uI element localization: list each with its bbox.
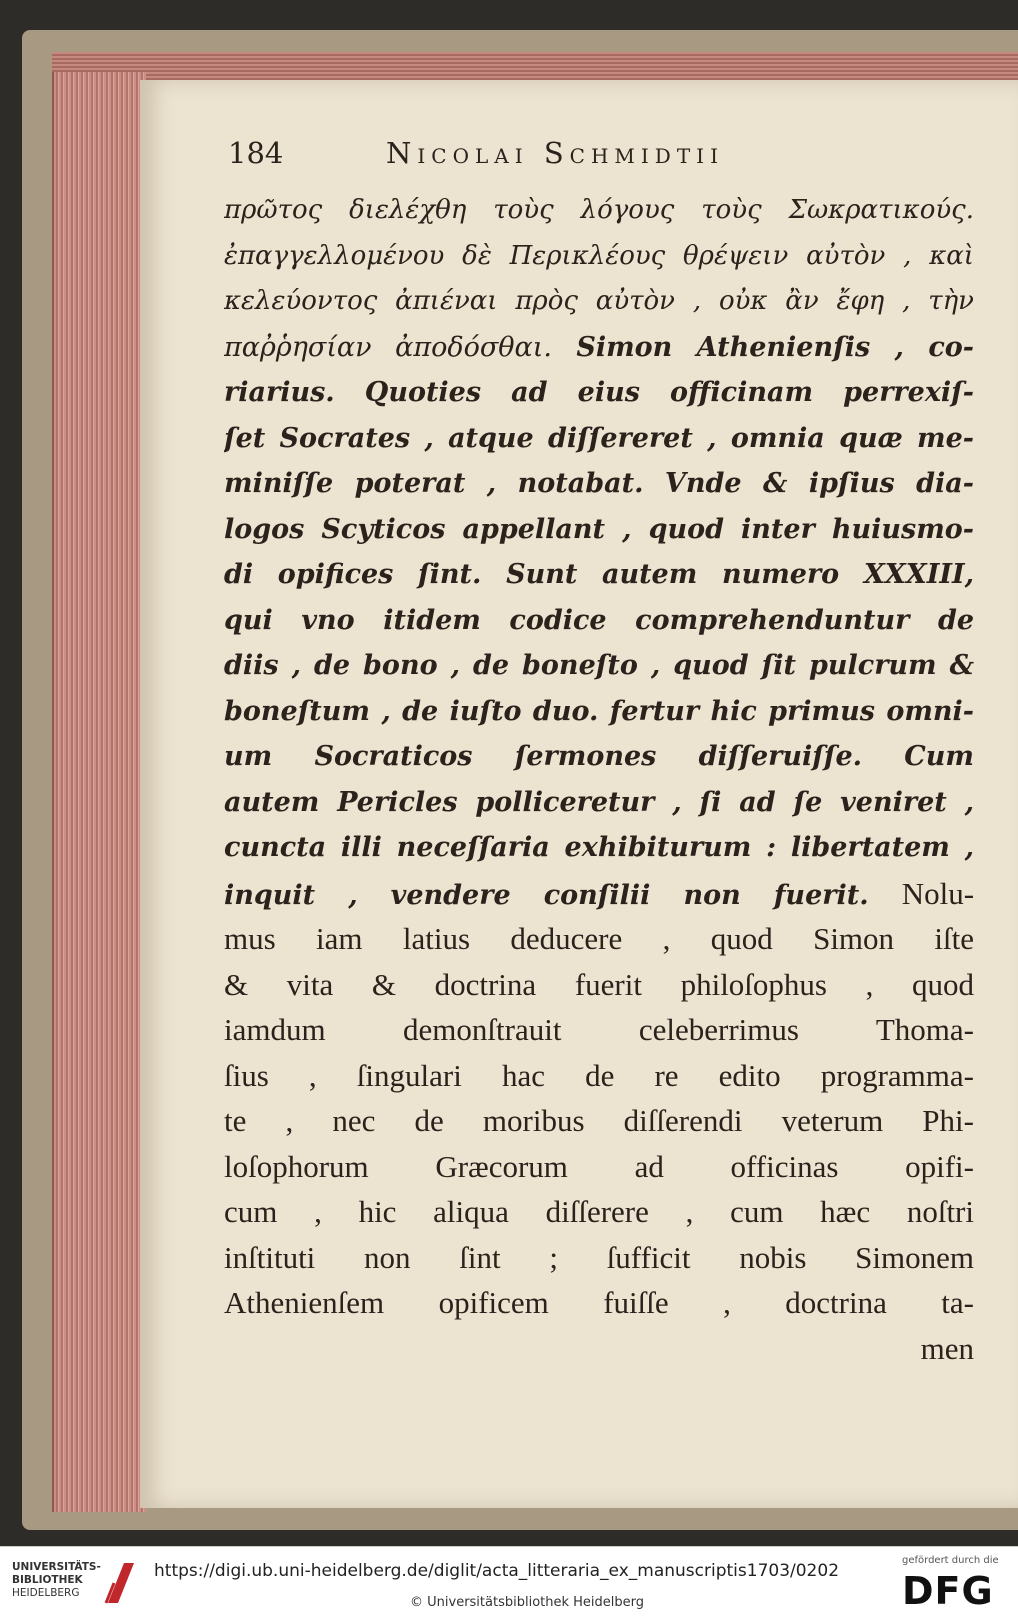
text-line: men bbox=[920, 1330, 974, 1366]
page-block-side-edge bbox=[52, 72, 146, 1512]
greek-phrase: παῤῥησίαν ἀποδόσθαι. bbox=[224, 331, 552, 363]
text-line: inſtituti non ſint ; ſufficit nobis Simonem bbox=[224, 1239, 974, 1275]
library-name-line3: HEIDELBERG bbox=[12, 1587, 80, 1599]
text-line: riarius. Quoties ad eius officinam perrexiſ- bbox=[224, 377, 974, 408]
roman-phrase: Nolu- bbox=[901, 875, 974, 911]
library-mark-icon bbox=[104, 1559, 138, 1607]
text-line bbox=[224, 325, 974, 371]
text-line: boneſtum , de iuſto duo. fertur hic primus omni- bbox=[224, 695, 974, 727]
funding-note: gefördert durch die bbox=[902, 1555, 999, 1566]
text-line: diis , de bono , de boneſto , quod ſit pulcrum & bbox=[224, 650, 974, 681]
text-line bbox=[224, 871, 974, 917]
latin-phrase: Simon Athenienſis , co- bbox=[576, 331, 974, 363]
italic-phrase: inquit , vendere conſilii non fuerit. bbox=[224, 879, 869, 911]
running-head-title: Nicolai Schmidtii bbox=[386, 136, 724, 170]
library-name-line2: BIBLIOTHEK bbox=[12, 1574, 83, 1586]
text-line: & vita & doctrina fuerit philoſophus , quod bbox=[224, 966, 974, 1002]
text-line: κελεύοντος ἀπιέναι πρὸς αὐτὸν , οὐκ ἂν ἔφη , τὴν bbox=[224, 286, 974, 316]
page-block-top-edge bbox=[52, 52, 1018, 80]
library-name-line1: UNIVERSITÄTS- bbox=[12, 1561, 101, 1573]
text-line: te , nec de moribus diſſerendi veterum Phi- bbox=[224, 1103, 974, 1138]
copyright-notice: © Universitätsbibliothek Heidelberg bbox=[410, 1595, 645, 1610]
library-logo[interactable] bbox=[12, 1561, 102, 1600]
text-line: qui vno itidem codice comprehenduntur de bbox=[224, 604, 974, 636]
viewer-footer bbox=[0, 1546, 1018, 1623]
text-line: Athenienſem opificem fuiſſe , doctrina ta- bbox=[224, 1285, 974, 1320]
dfg-logo[interactable]: DFG bbox=[902, 1569, 994, 1613]
text-line: di opifices ſint. Sunt autem numero XXXIII, bbox=[224, 559, 974, 590]
text-line: cum , hic aliqua diſſerere , cum hæc noſtri bbox=[224, 1194, 974, 1229]
page-text-block bbox=[224, 188, 974, 1371]
text-line: ἐπαγγελλομένου δὲ Περικλέους θρέψειν αὐτὸν , καὶ bbox=[224, 240, 974, 271]
text-line: πρῶτος διελέχθη τοὺς λόγους τοὺς Σωκρατικούς. bbox=[224, 195, 974, 225]
text-line: ſius , ſingulari hac de re edito programma- bbox=[224, 1057, 974, 1093]
page-number: 184 bbox=[228, 136, 284, 170]
text-line: logos Scyticos appellant , quod inter huiusmo- bbox=[224, 513, 974, 545]
running-header bbox=[228, 136, 968, 176]
text-line: mus iam latius deducere , quod Simon iſte bbox=[224, 921, 974, 956]
text-line: cuncta illi neceſſaria exhibiturum : libertatem , bbox=[224, 832, 974, 863]
text-line: autem Pericles polliceretur , ſi ad ſe veniret , bbox=[224, 786, 974, 818]
text-line: miniſſe poterat , notabat. Vnde & ipſius dia- bbox=[224, 468, 974, 499]
text-line: ſet Socrates , atque diſſereret , omnia quæ me- bbox=[224, 422, 974, 454]
permalink-url[interactable]: https://digi.ub.uni-heidelberg.de/diglit/acta_litteraria_ex_manuscriptis1703/0202 bbox=[154, 1561, 840, 1581]
text-line: iamdum demonſtrauit celeberrimus Thoma- bbox=[224, 1012, 974, 1047]
text-line: um Socraticos ſermones diſſeruiſſe. Cum bbox=[224, 741, 974, 772]
text-line: loſophorum Græcorum ad officinas opifi- bbox=[224, 1148, 974, 1184]
